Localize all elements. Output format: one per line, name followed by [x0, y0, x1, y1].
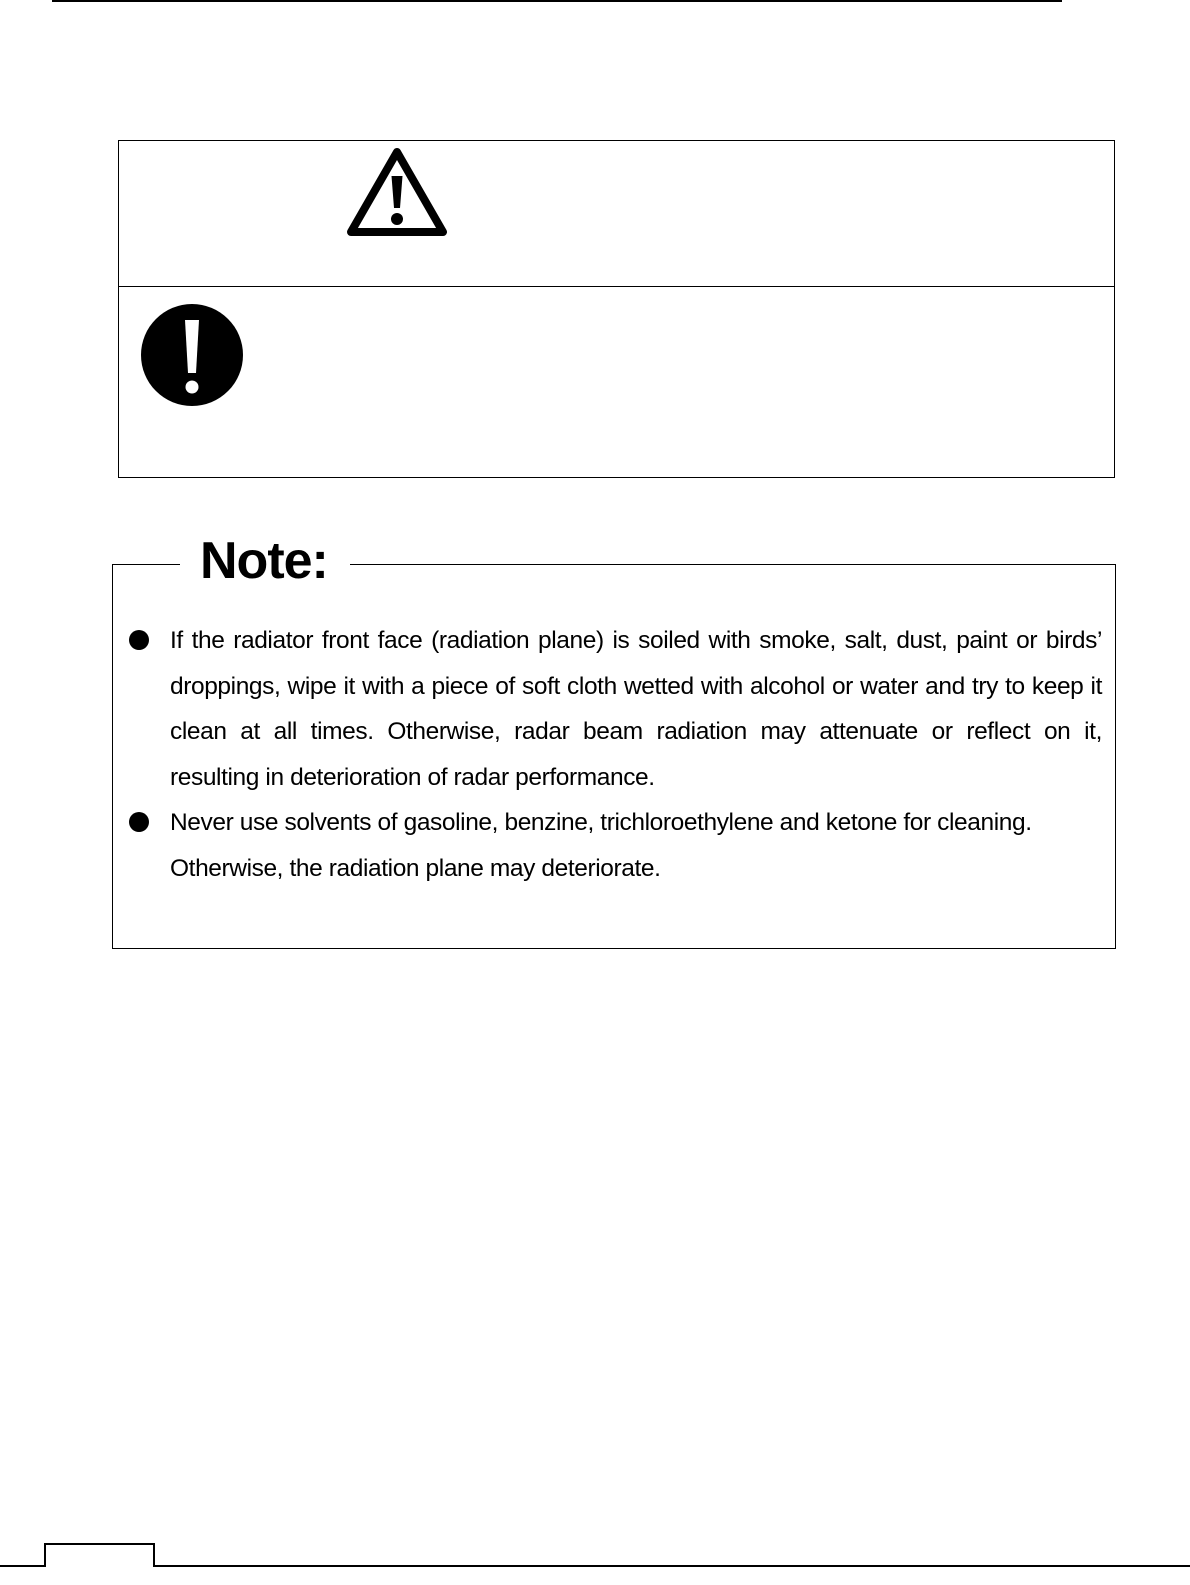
note-item	[128, 800, 1102, 891]
note-item	[128, 618, 1102, 800]
note-item-followup: Otherwise, the radiation plane may deteriorate.	[170, 854, 661, 882]
bullet-icon	[129, 630, 149, 650]
caution-header	[119, 141, 1114, 287]
note-item-text: If the radiator front face (radiation plane) is soiled with smoke, salt, dust, paint or birds’ droppings, wipe it with a piece of soft cloth wetted with alcohol or water and try to keep it clean at all times. Otherwise, radar beam radiation may attenuate or reflect on it, resulting in deterioration of radar performance.	[170, 627, 1102, 791]
caution-box	[118, 140, 1115, 478]
footer-rule	[0, 1565, 1190, 1567]
note-list	[128, 618, 1102, 891]
header-rule	[52, 0, 1062, 2]
page-number-tab	[44, 1543, 155, 1567]
mandatory-action-icon	[140, 303, 244, 407]
note-title: Note:	[180, 529, 350, 593]
bullet-icon	[129, 812, 149, 832]
note-item-text: Never use solvents of gasoline, benzine, trichloroethylene and ketone for cleaning.	[170, 809, 1032, 836]
warning-triangle-icon	[345, 146, 449, 238]
